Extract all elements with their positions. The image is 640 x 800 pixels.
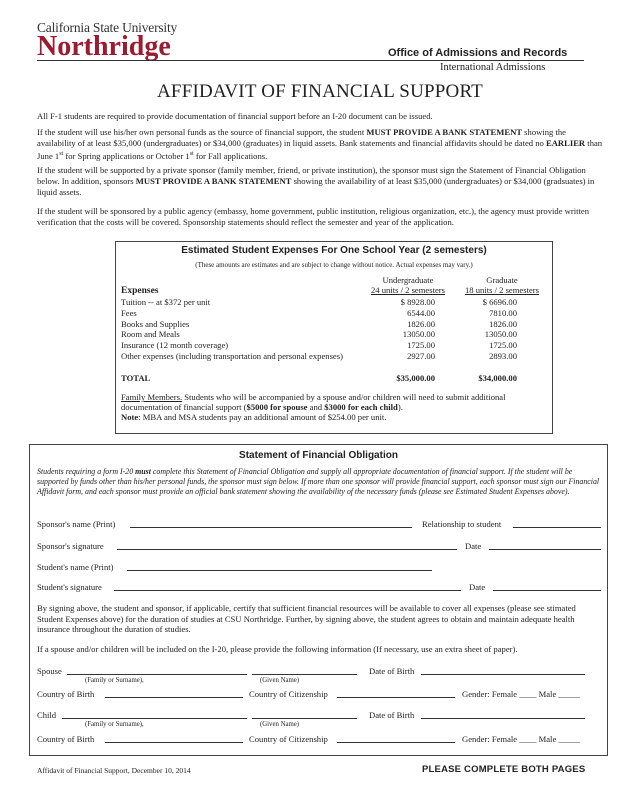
table-row: Other expenses (including transportation and personal expenses) 2927.00 2893.00 [121,351,517,361]
child-gender-field[interactable]: Gender: Female ____ Male _____ [462,734,580,744]
graduate-column-header: Graduate 18 units / 2 semesters [465,275,539,295]
sponsor-signature-label: Sponsor's signature [37,541,104,551]
undergraduate-column-header: Undergraduate 24 units / 2 semesters [371,275,445,295]
spouse-given-name-hint: (Given Name) [260,677,300,684]
intro-paragraph-3: If the student will be supported by a private sponsor (family member, friend, or private institution), the sponsor must sign the Statement of Financial Obligation below. In addition, sponsors MUST PROVIDE A BANK STATEMENT showing the availability of at least $35,000 (undergraduates) or $34,000 (gradsuates) in liquid assets. [37,165,595,197]
student-name-label: Student's name (Print) [37,562,114,572]
child-family-name-field[interactable] [62,709,247,719]
university-logo [37,20,178,62]
child-label: Child [37,710,57,720]
expenses-title: Estimated Student Expenses For One School Year (2 semesters) [181,245,487,256]
child-given-name-hint: (Given Name) [260,721,300,728]
student-date-label: Date [469,582,486,592]
sponsor-date-field[interactable] [489,540,601,550]
university-name: California State University [37,20,178,35]
spouse-dob-field[interactable] [421,665,585,675]
table-row: Books and Supplies 1826.00 1826.00 [121,319,517,329]
page-title: AFFIDAVIT OF FINANCIAL SUPPORT [157,81,483,102]
child-country-row [37,733,602,745]
unit-name: International Admissions [440,62,546,73]
campus-name: Northridge [37,31,171,62]
student-name-row [37,561,602,573]
student-signature-label: Student's signature [37,582,102,592]
student-signature-field[interactable] [114,581,461,591]
student-name-field[interactable] [127,561,432,571]
child-citizenship-field[interactable] [337,733,455,743]
sponsor-signature-row [37,540,602,552]
sponsor-name-row [37,518,602,530]
spouse-row [37,665,602,677]
intro-paragraph-4: If the student will be sponsored by a public agency (embassy, home government, public institution, religious organization, etc.), the agency must provide written verification that the costs will be covered. Sponsorship statements should reflect the semester and year of the application. [37,206,590,227]
spouse-family-name-hint: (Family or Surname), [85,677,144,684]
expenses-table [115,241,553,434]
intro-paragraph-1: All F-1 students are required to provide documentation of financial support before an I-20 document can be issued. [37,111,433,121]
sponsor-name-label: Sponsor's name (Print) [37,519,116,529]
spouse-country-birth-label: Country of Birth [37,689,95,699]
student-signature-row [37,581,602,593]
child-dob-label: Date of Birth [369,710,415,720]
spouse-citizenship-field[interactable] [337,688,455,698]
spouse-given-name-field[interactable] [252,665,357,675]
intro-paragraph-2: If the student will use his/her own personal funds as the source of financial support, the student MUST PROVIDE A BANK STATEMENT showing the availability of at least $35,000 (undergraduates) or $34,000 (graduates) in liquid assets. Bank statements and financial affidavits should be dated no EARLIER than June 1st for Spring applications or October 1st for Fall applications. [37,127,603,161]
expenses-heading: Expenses [121,286,159,296]
spouse-gender-field[interactable]: Gender: Female ____ Male _____ [462,689,580,699]
child-family-name-hint: (Family or Surname), [85,721,144,728]
child-country-birth-field[interactable] [105,733,243,743]
footer-instruction: PLEASE COMPLETE BOTH PAGES [422,764,586,775]
child-given-name-field[interactable] [252,709,357,719]
relationship-field[interactable] [513,518,601,528]
spouse-label: Spouse [37,666,62,676]
relationship-label: Relationship to student [422,519,502,529]
spouse-country-row [37,688,602,700]
family-members-note: Family Members. Students who will be accompanied by a spouse and/or children will need to submit additional documentation of financial support ($5000 for spouse and $3000 for each child). Note: MBA and MSA students pay an additional amount of $254.00 per unit. [121,392,506,422]
spouse-citizenship-label: Country of Citizenship [249,689,328,699]
table-row: Tuition -- at $372 per unit $ 8928.00 $ 6696.00 [121,297,517,307]
header-rule [37,60,584,61]
certification-text: By signing above, the student and sponsor, if applicable, certify that sufficient financial resources will be available to cover all expenses (please see stimated Student Expenses above) for the duration of studies at CSU Northridge. Further, by signing above, the student agrees to obtain and maintain adequate health insurance throughout the duration of studies. [37,603,576,634]
table-row: Fees 6544.00 7810.00 [121,308,517,318]
dependents-instructions: If a spouse and/or children will be included on the I-20, please provide the following information (If necessary, use an extra sheet of paper). [37,644,518,654]
sponsor-signature-field[interactable] [117,540,457,550]
student-date-field[interactable] [493,581,601,591]
sponsor-date-label: Date [465,541,482,551]
form-title: Statement of Financial Obligation [239,450,398,461]
spouse-dob-label: Date of Birth [369,666,415,676]
spouse-family-name-field[interactable] [67,665,247,675]
child-country-birth-label: Country of Birth [37,734,95,744]
table-row: Insurance (12 month coverage) 1725.00 1725.00 [121,340,517,350]
form-instructions: Students requiring a form I-20 must complete this Statement of Financial Obligation and supply all appropriate documentation of financial support. If the student will be supported by funds other than his/her personal funds, the sponsor must sign below. If more than one sponsor will provide financial support, each sponsor must sign our Financial Affidavit form, and each sponsor must provide an official bank statement showing the availability of the necessary funds (please see Estimated Student Expenses above). [37,467,600,496]
financial-obligation-form [29,444,608,756]
child-dob-field[interactable] [421,709,585,719]
office-name: Office of Admissions and Records [388,47,568,59]
total-row: TOTAL $35,000.00 $34,000.00 [121,373,517,383]
child-row [37,709,602,721]
spouse-country-birth-field[interactable] [105,688,243,698]
expenses-note: (These amounts are estimates and are subject to change without notice. Actual expenses may vary.) [195,261,473,269]
footer-document-info: Affidavit of Financial Support, December 10, 2014 [37,766,191,775]
table-row: Room and Meals 13050.00 13050.00 [121,329,517,339]
child-citizenship-label: Country of Citizenship [249,734,328,744]
sponsor-name-field[interactable] [130,518,412,528]
